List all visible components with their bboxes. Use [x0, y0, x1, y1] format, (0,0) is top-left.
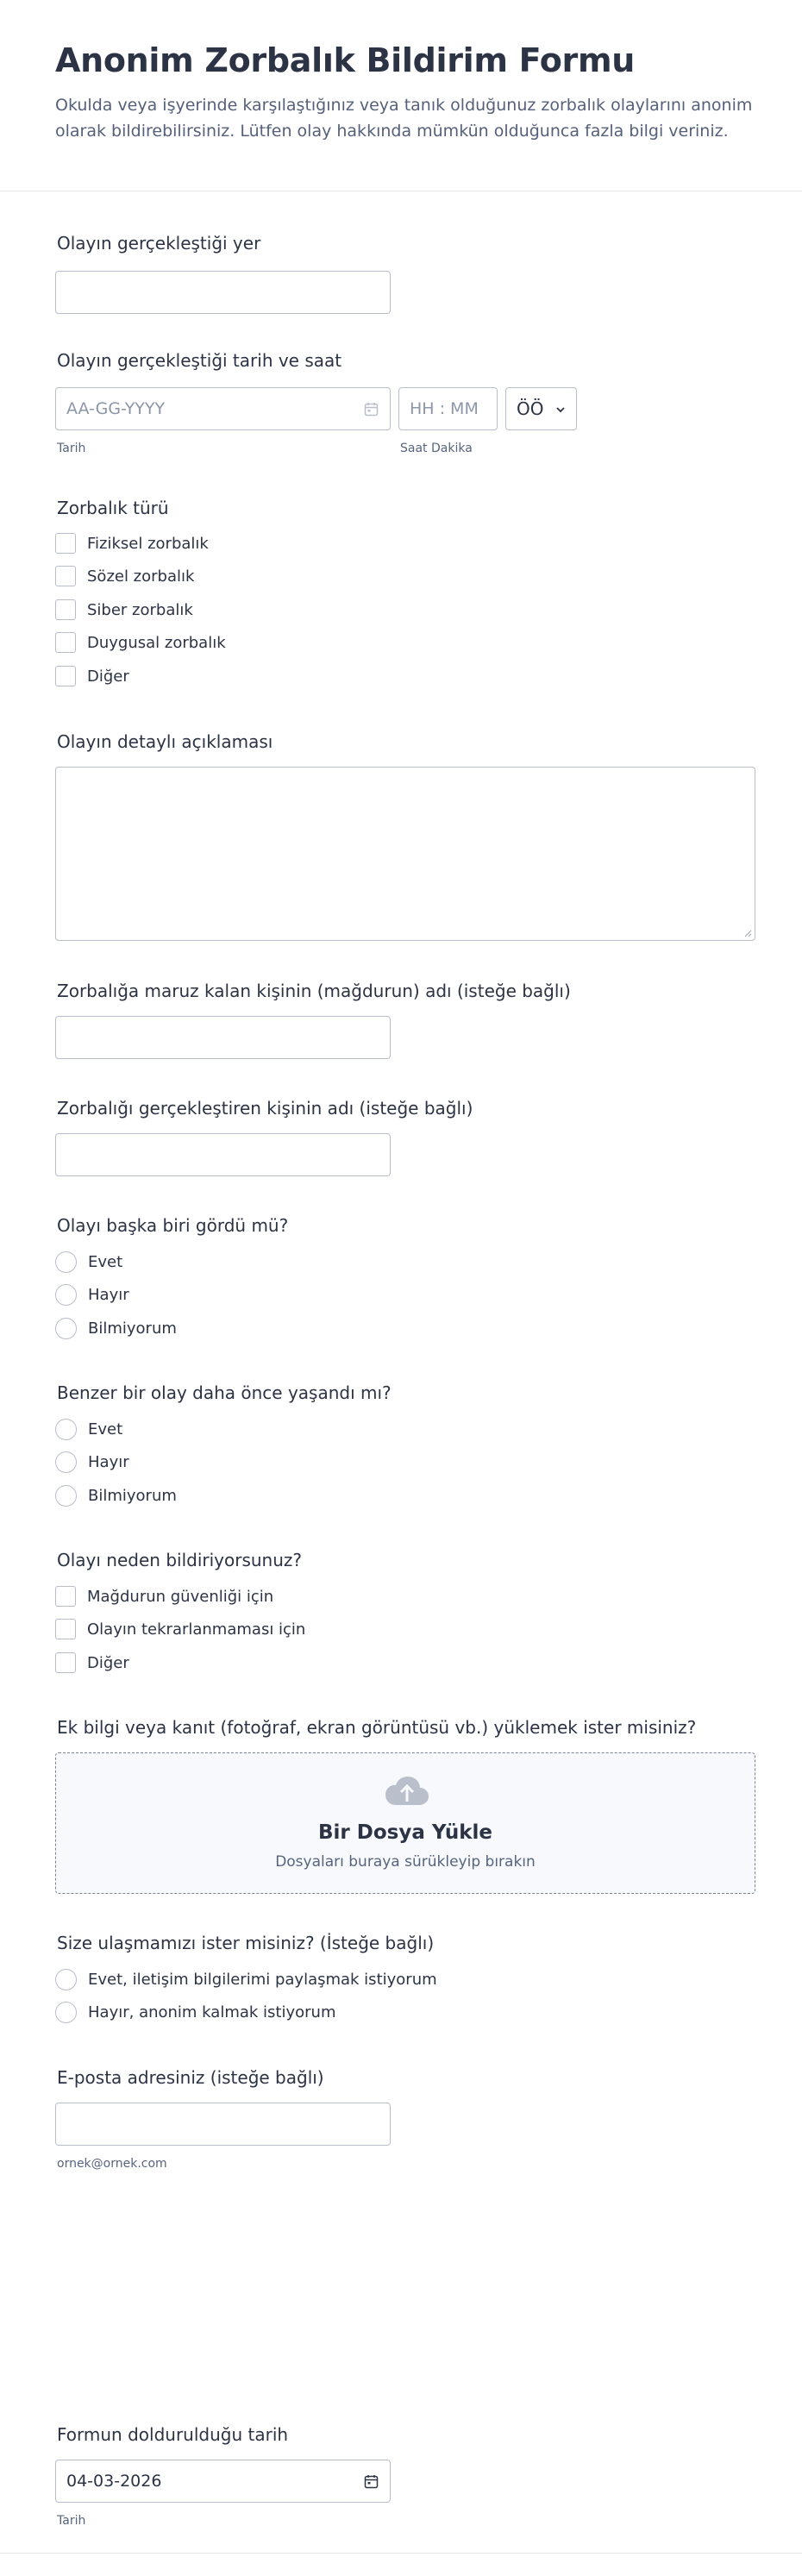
bullying-type-option[interactable]	[55, 665, 129, 687]
contact-label: Size ulaşmamızı ister misiniz? (İsteğe bağlı)	[57, 1933, 435, 1953]
cloud-upload-icon	[385, 1776, 429, 1808]
option-label: Hayır, anonim kalmak istiyorum	[88, 2003, 336, 2021]
contact-option[interactable]	[55, 2001, 335, 2023]
contact-option[interactable]	[55, 1968, 437, 1990]
reason-label: Olayı neden bildiriyorsunuz?	[57, 1550, 303, 1570]
upload-subtitle: Dosyaları buraya sürükleyip bırakın	[275, 1853, 536, 1871]
checkbox[interactable]	[55, 599, 76, 620]
checkbox[interactable]	[55, 1619, 76, 1639]
fill-date-value: 04-03-2026	[66, 2472, 162, 2491]
checkbox[interactable]	[55, 533, 76, 554]
option-label: Hayır	[88, 1452, 129, 1471]
details-label: Olayın detaylı açıklaması	[57, 731, 273, 752]
option-label: Evet	[88, 1420, 123, 1438]
reason-option[interactable]	[55, 1618, 305, 1640]
prior-incident-option[interactable]	[55, 1484, 177, 1507]
date-placeholder: AA-GG-YYYY	[66, 399, 166, 418]
option-label: Diğer	[87, 1653, 129, 1672]
fill-date-input[interactable]	[55, 2460, 391, 2503]
option-label: Evet, iletişim bilgilerimi paylaşmak istiyorum	[88, 1970, 437, 1989]
option-label: Bilmiyorum	[88, 1319, 177, 1338]
bully-name-label: Zorbalığı gerçekleştiren kişinin adı (isteğe bağlı)	[57, 1098, 473, 1119]
details-textarea[interactable]	[55, 767, 755, 941]
time-placeholder: HH : MM	[410, 399, 479, 418]
checkbox[interactable]	[55, 632, 76, 653]
radio-button[interactable]	[55, 1318, 77, 1339]
option-label: Olayın tekrarlanmaması için	[87, 1620, 306, 1639]
option-label: Hayır	[88, 1285, 129, 1304]
checkbox[interactable]	[55, 1586, 76, 1607]
bully-name-input[interactable]	[55, 1133, 391, 1176]
option-label: Diğer	[87, 667, 129, 686]
fill-date-label: Formun doldurulduğu tarih	[57, 2424, 289, 2445]
form-description: Okulda veya işyerinde karşılaştığınız veya tanık olduğunuz zorbalık olaylarını anonim olarak bildirebilirsiniz. Lütfen olay hakkında mümkün olduğunca fazla bilgi veriniz.	[55, 96, 753, 141]
form-header	[0, 0, 802, 191]
chevron-down-icon	[555, 404, 566, 415]
form-title: Anonim Zorbalık Bildirim Formu	[55, 41, 636, 79]
email-label: E-posta adresiniz (isteğe bağlı)	[57, 2067, 324, 2088]
footer-divider	[0, 2553, 802, 2554]
option-label: Duygusal zorbalık	[87, 633, 226, 652]
date-sublabel: Tarih	[57, 442, 86, 455]
radio-button[interactable]	[55, 1485, 77, 1507]
incident-time-input[interactable]	[398, 387, 498, 430]
time-sublabel: Saat Dakika	[400, 442, 473, 455]
witness-label: Olayı başka biri gördü mü?	[57, 1215, 289, 1236]
victim-name-input[interactable]	[55, 1016, 391, 1059]
ampm-value: ÖÖ	[517, 398, 544, 419]
option-label: Fiziksel zorbalık	[87, 534, 209, 553]
reason-option[interactable]	[55, 1652, 129, 1674]
witness-option[interactable]	[55, 1283, 129, 1306]
witness-option[interactable]	[55, 1250, 122, 1273]
upload-title: Bir Dosya Yükle	[317, 1821, 492, 1844]
checkbox[interactable]	[55, 1652, 76, 1673]
option-label: Bilmiyorum	[88, 1486, 177, 1505]
radio-button[interactable]	[55, 1451, 77, 1473]
radio-button[interactable]	[55, 2002, 77, 2023]
email-sublabel: ornek@ornek.com	[57, 2157, 167, 2171]
upload-label: Ek bilgi veya kanıt (fotoğraf, ekran görüntüsü vb.) yüklemek ister misiniz?	[57, 1717, 697, 1738]
prior-incident-option[interactable]	[55, 1451, 129, 1473]
option-label: Evet	[88, 1252, 123, 1271]
option-label: Sözel zorbalık	[87, 567, 195, 586]
witness-option[interactable]	[55, 1317, 177, 1339]
calendar-icon[interactable]	[364, 2474, 379, 2489]
fill-date-sublabel: Tarih	[57, 2514, 86, 2528]
ampm-select[interactable]	[505, 387, 577, 430]
radio-button[interactable]	[55, 1251, 77, 1273]
checkbox[interactable]	[55, 666, 76, 686]
bullying-type-label: Zorbalık türü	[57, 498, 169, 518]
location-label: Olayın gerçekleştiği yer	[57, 233, 261, 254]
incident-date-input[interactable]	[55, 387, 391, 430]
radio-button[interactable]	[55, 1419, 77, 1440]
file-upload-dropzone[interactable]	[55, 1752, 755, 1894]
prior-incident-label: Benzer bir olay daha önce yaşandı mı?	[57, 1382, 392, 1403]
bullying-type-option[interactable]	[55, 631, 226, 654]
bullying-type-option[interactable]	[55, 599, 193, 621]
email-input[interactable]	[55, 2103, 391, 2146]
calendar-icon[interactable]	[364, 402, 379, 417]
victim-name-label: Zorbalığa maruz kalan kişinin (mağdurun) adı (isteğe bağlı)	[57, 981, 571, 1001]
option-label: Siber zorbalık	[87, 600, 193, 619]
option-label: Mağdurun güvenliği için	[87, 1587, 274, 1606]
reason-option[interactable]	[55, 1585, 273, 1608]
bullying-type-option[interactable]	[55, 532, 209, 555]
resize-grip-icon[interactable]	[743, 929, 752, 937]
checkbox[interactable]	[55, 566, 76, 586]
location-input[interactable]	[55, 271, 391, 314]
radio-button[interactable]	[55, 1969, 77, 1990]
radio-button[interactable]	[55, 1284, 77, 1306]
bullying-type-option[interactable]	[55, 565, 194, 587]
prior-incident-option[interactable]	[55, 1418, 122, 1440]
datetime-label: Olayın gerçekleştiği tarih ve saat	[57, 350, 342, 371]
